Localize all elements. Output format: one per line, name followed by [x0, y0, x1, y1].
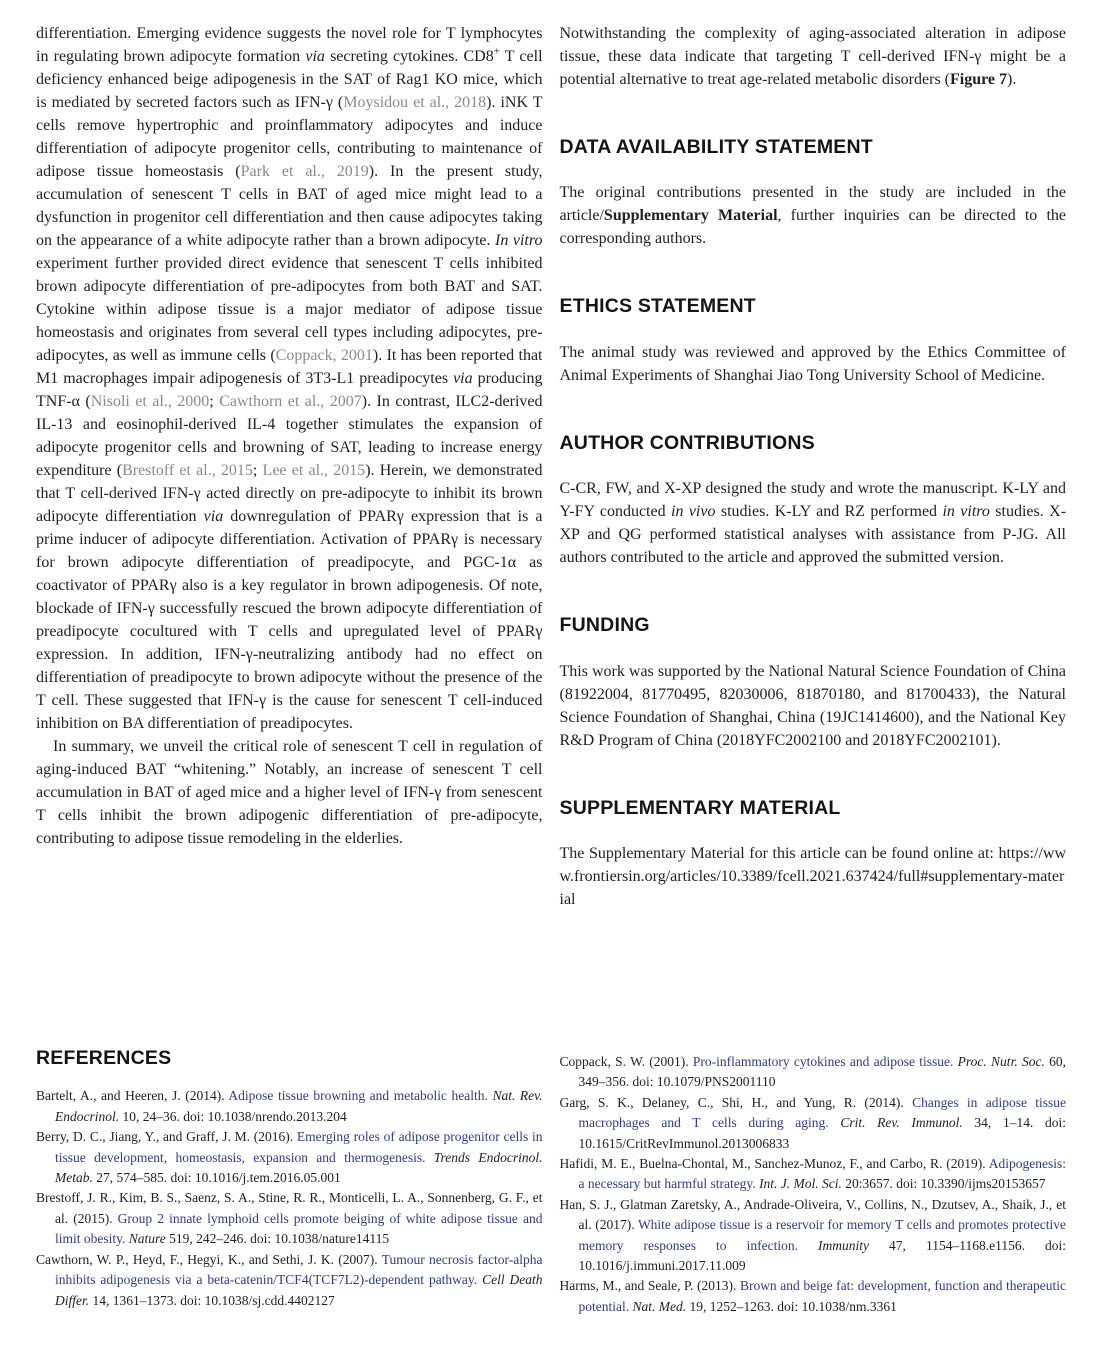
reference-item: Berry, D. C., Jiang, Y., and Graff, J. M. (2016). Emerging roles of adipose progenitor cells in tissue development, homeostasis, expansion and thermogenesis. Trends Endocrinol. Metab. 27, 574–585. doi: 10.1016/j.tem.2016.05.001 — [36, 1129, 543, 1186]
body-paragraph: The original contributions presented in the study are included in the article/Supplementary Material, further inquiries can be directed to the corresponding authors. — [559, 184, 1067, 248]
citation-link[interactable]: Park et al., 2019 — [240, 163, 369, 180]
citation-link[interactable]: Brestoff et al., 2015 — [122, 462, 253, 479]
reference-title-link[interactable]: Adipose tissue browning and metabolic health. — [228, 1088, 488, 1104]
references-list-continued — [560, 1052, 1067, 1317]
section-heading: SUPPLEMENTARY MATERIAL — [559, 796, 841, 819]
section-heading: AUTHOR CONTRIBUTIONS — [559, 431, 815, 454]
body-paragraph: The animal study was reviewed and approved by the Ethics Committee of Animal Experiments of Shanghai Jiao Tong University School of Medicine. — [559, 343, 1066, 384]
reference-title-link[interactable]: Brown and beige fat: development, function and therapeutic potential. — [578, 1278, 1066, 1314]
citation-link[interactable]: Moysidou et al., 2018 — [343, 94, 487, 111]
reference-title-link[interactable]: Group 2 innate lymphoid cells promote beiging of white adipose tissue and limit obesity. — [55, 1210, 543, 1247]
body-paragraph: In summary, we unveil the critical role of senescent T cell in regulation of aging-induced BAT “whitening.” Notably, an increase of senescent T cell accumulation in BAT of aged mice and a higher level of IFN-γ from senescent T cells inhibit the brown adipogenic differentiation of pre-adipocyte, contributing to adipose tissue remodeling in the elderlies. — [36, 738, 543, 847]
body-paragraph: The Supplementary Material for this article can be found online at: https://www.frontiersin.org/articles/10.3389/fcell.2021.637424/full#supplementary-material — [559, 845, 1066, 909]
left-column — [36, 22, 543, 1360]
reference-title-link[interactable]: Emerging roles of adipose progenitor cells in tissue development, homeostasis, expansion and thermogenesis. — [55, 1129, 543, 1165]
reference-item: Coppack, S. W. (2001). Pro-inflammatory cytokines and adipose tissue. Proc. Nutr. Soc. 60, 349–356. doi: 10.1079/PNS2001110 — [559, 1054, 1067, 1090]
body-paragraph: This work was supported by the National Natural Science Foundation of China (81922004, 81770495, 82030006, 81870180, and 81700433), the Natural Science Foundation of Shanghai, China (19JC1414600), and the National Key R&D Program of China (2018YFC2002100 and 2018YFC2002101). — [559, 662, 1066, 749]
reference-title-link[interactable]: Pro-inflammatory cytokines and adipose tissue. — [692, 1054, 954, 1069]
reference-item: Harms, M., and Seale, P. (2013). Brown and beige fat: development, function and therapeutic potential. Nat. Med. 19, 1252–1263. doi: 10.1038/nm.3361 — [559, 1278, 1066, 1314]
body-paragraph: Notwithstanding the complexity of aging-associated alteration in adipose tissue, these data indicate that targeting T cell-derived IFN-γ might be a potential alternative to treat age-related metabolic disorders (Figure 7). — [559, 25, 1066, 88]
citation-link[interactable]: Lee et al., 2015 — [262, 462, 366, 479]
left-body-text — [36, 22, 543, 850]
citation-link[interactable]: Coppack, 2001 — [275, 347, 373, 364]
body-paragraph: C-CR, FW, and X-XP designed the study and wrote the manuscript. K-LY and Y-FY conducted in vivo studies. K-LY and RZ performed in vitro studies. X-XP and QG performed statistical analyses with assistance from P-JG. All authors contributed to the article and approved the submitted version. — [559, 480, 1067, 567]
reference-item: Brestoff, J. R., Kim, B. S., Saenz, S. A., Stine, R. R., Monticelli, L. A., Sonnenberg, G. F., et al. (2015). Group 2 innate lymphoid cells promote beiging of white adipose tissue and limit obesity. Nature 519, 242–246. doi: 10.1038/nature14115 — [36, 1190, 543, 1247]
reference-item: Garg, S. K., Delaney, C., Shi, H., and Yung, R. (2014). Changes in adipose tissue macrophages and T cells during aging. Crit. Rev. Immunol. 34, 1–14. doi: 10.1615/CritRevImmunol.2013006833 — [559, 1094, 1066, 1151]
body-paragraph: differentiation. Emerging evidence suggests the novel role for T lymphocytes in regulating brown adipocyte formation via secreting cytokines. CD8+ T cell deficiency enhanced beige adipogenesis in the SAT of Rag1 KO mice, which is mediated by secreted factors such as IFN-γ (Moysidou et al., 2018). iNK T cells remove hypertrophic and proinflammatory adipocytes and induce differentiation of adipocyte progenitor cells, contributing to maintenance of adipose tissue homeostasis (Park et al., 2019). In the present study, accumulation of senescent T cells in BAT of aged mice might lead to a dysfunction in progenitor cell differentiation and then cause adipocytes taking on the appearance of a white adipocyte rather than a brown adipocyte. In vitro experiment further provided direct evidence that senescent T cells inhibited brown adipocyte differentiation of pre-adipocytes from both BAT and SAT. Cytokine within adipose tissue is a major mediator of adipose tissue homeostasis and originates from several cell types including adipocytes, pre-adipocytes, as well as immune cells (Coppack, 2001). It has been reported that M1 macrophages impair adipogenesis of 3T3-L1 preadipocytes via producing TNF-α (Nisoli et al., 2000; Cawthorn et al., 2007). In contrast, ILC2-derived IL-13 and eosinophil-derived IL-4 together stimulates the expansion of adipocyte progenitor cells and browning of SAT, leading to increase energy expenditure (Brestoff et al., 2015; Lee et al., 2015). Herein, we demonstrated that T cell-derived IFN-γ acted directly on pre-adipocyte to inhibit its brown adipocyte differentiation via downregulation of PPARγ expression that is a prime inducer of adipocyte differentiation. Activation of PPARγ is necessary for brown adipocyte differentiation of preadipocyte, and PGC-1α as coactivator of PPARγ also is a key regulator in brown adipogenesis. Of note, blockade of IFN-γ successfully rescued the brown adipocyte differentiation of preadipocyte cocultured with T cells and upregulated level of PPARγ expression. In addition, IFN-γ-neutralizing antibody had no effect on differentiation of preadipocyte to brown adipocyte without the presence of the T cell. These suggested that IFN-γ is the cause for senescent T cell-induced inhibition on BA differentiation of preadipocytes. — [36, 25, 543, 732]
right-column — [560, 22, 1067, 1360]
reference-title-link[interactable]: Tumour necrosis factor-alpha inhibits adipogenesis via a beta-catenin/TCF4(TCF7L2)-dependent pathway. — [55, 1251, 543, 1288]
citation-link[interactable]: Nisoli et al., 2000 — [90, 393, 210, 410]
citation-link[interactable]: Cawthorn et al., 2007 — [219, 393, 362, 410]
reference-item: Han, S. J., Glatman Zaretsky, A., Andrade-Oliveira, V., Collins, N., Dzutsev, A., Shaik, J., et al. (2017). White adipose tissue is a reservoir for memory T cells and promotes protective memory responses to infection. Immunity 47, 1154–1168.e1156. doi: 10.1016/j.immuni.2017.11.009 — [559, 1196, 1067, 1274]
reference-item: Cawthorn, W. P., Heyd, F., Hegyi, K., and Sethi, J. K. (2007). Tumour necrosis factor-alpha inhibits adipogenesis via a beta-catenin/TCF4(TCF7L2)-dependent pathway. Cell Death Differ. 14, 1361–1373. doi: 10.1038/sj.cdd.4402127 — [36, 1251, 543, 1308]
reference-item: Bartelt, A., and Heeren, J. (2014). Adipose tissue browning and metabolic health. Nat. Rev. Endocrinol. 10, 24–36. doi: 10.1038/nrendo.2013.204 — [36, 1088, 543, 1124]
section-heading: DATA AVAILABILITY STATEMENT — [559, 136, 873, 158]
reference-item: Hafidi, M. E., Buelna-Chontal, M., Sanchez-Munoz, F., and Carbo, R. (2019). Adipogenesis: a necessary but harmful strategy. Int. J. Mol. Sci. 20:3657. doi: 10.3390/ijms20153657 — [559, 1156, 1066, 1192]
right-sections — [560, 22, 1067, 911]
references-heading: REFERENCES — [36, 1047, 172, 1069]
section-heading: FUNDING — [559, 614, 650, 637]
section-heading: ETHICS STATEMENT — [559, 295, 756, 318]
reference-title-link[interactable]: White adipose tissue is a reservoir for memory T cells and promotes protective memory responses to infection. — [578, 1217, 1066, 1253]
supplementary-url-link[interactable]: https://www.frontiersin.org/articles/10.3389/fcell.2021.637424/full#supplementary-material — [559, 845, 1066, 909]
reference-title-link[interactable]: Adipogenesis: a necessary but harmful strategy. — [578, 1156, 1066, 1192]
reference-title-link[interactable]: Changes in adipose tissue macrophages and T cells during aging. — [578, 1094, 1066, 1131]
references-list — [36, 1086, 543, 1310]
references-section — [36, 1048, 543, 1311]
